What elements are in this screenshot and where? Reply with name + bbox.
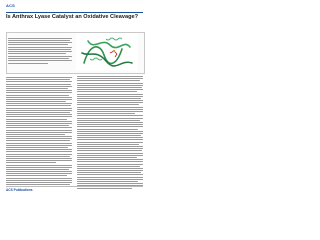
metal-ion bbox=[113, 50, 115, 52]
toc-graphic bbox=[76, 33, 138, 71]
article-title: Is Anthrax Lyase Catalyst an Oxidative Cleavage? bbox=[6, 14, 139, 20]
body-column-left bbox=[6, 76, 72, 186]
abstract-text bbox=[8, 38, 72, 65]
publisher-logo: ACS Publications bbox=[6, 188, 33, 192]
body-column-right bbox=[77, 76, 143, 190]
journal-logo: ACS bbox=[6, 3, 16, 8]
header-rule bbox=[6, 12, 143, 13]
graphic-background bbox=[76, 33, 138, 71]
